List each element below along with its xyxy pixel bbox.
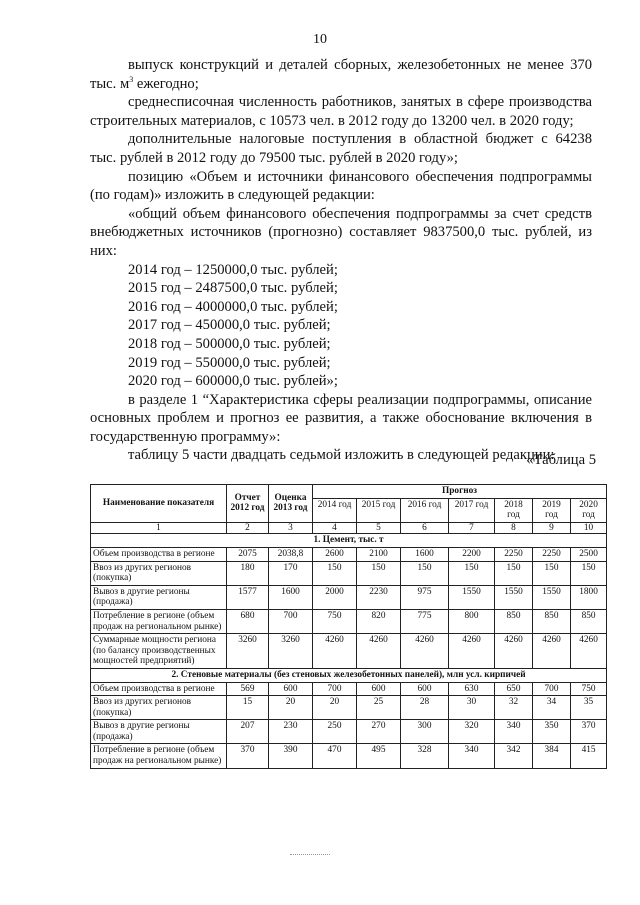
paragraph-workers: среднесписочная численность работников, занятых в сфере производства строительных материалов, с 10573 чел. в 2012 году до 13200 чел. в 2020 году; xyxy=(90,94,592,129)
page-footer-mark xyxy=(290,854,330,856)
funding-year: 2017 год – 450000,0 тыс. рублей; xyxy=(128,317,331,334)
table-row xyxy=(91,720,607,744)
table-row xyxy=(91,682,607,696)
value-cell: 250 xyxy=(313,720,357,744)
value-cell: 1600 xyxy=(401,547,449,561)
value-cell: 390 xyxy=(269,744,313,768)
value-cell: 170 xyxy=(269,561,313,585)
value-cell: 150 xyxy=(449,561,495,585)
header-report: Отчет 2012 год xyxy=(227,485,269,523)
value-cell: 34 xyxy=(533,696,571,720)
section-row xyxy=(91,534,607,548)
column-index: 1 xyxy=(91,522,227,534)
column-index-row xyxy=(91,522,607,534)
header-indicator: Наименование показателя xyxy=(91,485,227,523)
superscript: 3 xyxy=(129,74,134,84)
table-header-row xyxy=(91,485,607,499)
table-row xyxy=(91,696,607,720)
funding-year: 2018 год – 500000,0 тыс. рублей; xyxy=(128,335,331,352)
value-cell: 384 xyxy=(533,744,571,768)
value-cell: 850 xyxy=(571,609,607,633)
value-cell: 2100 xyxy=(357,547,401,561)
paragraph-position: позицию «Объем и источники финансового обеспечения подпрограммы (по годам)» изложить в следующей редакции: xyxy=(90,168,592,204)
column-index: 5 xyxy=(357,522,401,534)
value-cell: 150 xyxy=(401,561,449,585)
funding-year: 2014 год – 1250000,0 тыс. рублей; xyxy=(128,261,338,278)
header-year: 2016 год xyxy=(401,498,449,522)
value-cell: 3260 xyxy=(269,634,313,669)
value-cell: 350 xyxy=(533,720,571,744)
data-table xyxy=(90,484,607,769)
value-cell: 28 xyxy=(401,696,449,720)
table-row xyxy=(91,585,607,609)
value-cell: 20 xyxy=(313,696,357,720)
value-cell: 20 xyxy=(269,696,313,720)
value-cell: 700 xyxy=(313,682,357,696)
value-cell: 1600 xyxy=(269,585,313,609)
document-body xyxy=(90,56,592,465)
value-cell: 600 xyxy=(357,682,401,696)
value-cell: 495 xyxy=(357,744,401,768)
indicator-name: Потребление в регионе (объем продаж на региональном рынке) xyxy=(91,609,227,633)
value-cell: 700 xyxy=(533,682,571,696)
column-index: 10 xyxy=(571,522,607,534)
section-title: 1. Цемент, тыс. т xyxy=(91,534,607,548)
value-cell: 328 xyxy=(401,744,449,768)
value-cell: 15 xyxy=(227,696,269,720)
table-row xyxy=(91,561,607,585)
value-cell: 1550 xyxy=(495,585,533,609)
value-cell: 320 xyxy=(449,720,495,744)
value-cell: 270 xyxy=(357,720,401,744)
funding-year: 2019 год – 550000,0 тыс. рублей; xyxy=(128,354,331,371)
value-cell: 2250 xyxy=(495,547,533,561)
value-cell: 370 xyxy=(227,744,269,768)
value-cell: 775 xyxy=(401,609,449,633)
value-cell: 820 xyxy=(357,609,401,633)
column-index: 8 xyxy=(495,522,533,534)
page-number: 10 xyxy=(313,32,327,47)
column-index: 2 xyxy=(227,522,269,534)
value-cell: 2230 xyxy=(357,585,401,609)
value-cell: 1800 xyxy=(571,585,607,609)
value-cell: 340 xyxy=(495,720,533,744)
table-caption: «Таблица 5 xyxy=(526,452,596,468)
column-index: 7 xyxy=(449,522,495,534)
value-cell: 850 xyxy=(495,609,533,633)
value-cell: 850 xyxy=(533,609,571,633)
column-index: 3 xyxy=(269,522,313,534)
value-cell: 2000 xyxy=(313,585,357,609)
value-cell: 4260 xyxy=(357,634,401,669)
header-estimate: Оценка 2013 год xyxy=(269,485,313,523)
indicator-name: Потребление в регионе (объем продаж на региональном рынке) xyxy=(91,744,227,768)
value-cell: 2250 xyxy=(533,547,571,561)
table-body xyxy=(91,534,607,768)
value-cell: 4260 xyxy=(401,634,449,669)
value-cell: 4260 xyxy=(495,634,533,669)
value-cell: 2200 xyxy=(449,547,495,561)
value-cell: 150 xyxy=(571,561,607,585)
value-cell: 1550 xyxy=(533,585,571,609)
header-forecast: Прогноз xyxy=(313,485,607,499)
indicator-name: Вывоз в другие регионы (продажа) xyxy=(91,585,227,609)
table-row xyxy=(91,609,607,633)
value-cell: 630 xyxy=(449,682,495,696)
table-row xyxy=(91,634,607,669)
value-cell: 600 xyxy=(269,682,313,696)
indicator-name: Ввоз из других регионов (покупка) xyxy=(91,561,227,585)
table-row xyxy=(91,744,607,768)
value-cell: 750 xyxy=(313,609,357,633)
table-row xyxy=(91,547,607,561)
indicator-name: Объем производства в регионе xyxy=(91,682,227,696)
header-year: 2019 год xyxy=(533,498,571,522)
value-cell: 342 xyxy=(495,744,533,768)
section-title: 2. Стеновые материалы (без стеновых железобетонных панелей), млн усл. кирпичей xyxy=(91,668,607,682)
paragraph-production: выпуск конструкций и деталей сборных, железобетонных не менее 370 тыс. $м^3$ ежегодно; xyxy=(90,57,592,92)
value-cell: 35 xyxy=(571,696,607,720)
indicator-name: Суммарные мощности региона (по балансу производственных мощностей предприятий) xyxy=(91,634,227,669)
value-cell: 975 xyxy=(401,585,449,609)
header-year: 2020 год xyxy=(571,498,607,522)
header-year: 2015 год xyxy=(357,498,401,522)
value-cell: 2600 xyxy=(313,547,357,561)
value-cell: 30 xyxy=(449,696,495,720)
indicator-name: Ввоз из других регионов (покупка) xyxy=(91,696,227,720)
value-cell: 150 xyxy=(313,561,357,585)
value-cell: 32 xyxy=(495,696,533,720)
value-cell: 650 xyxy=(495,682,533,696)
section-row xyxy=(91,668,607,682)
value-cell: 4260 xyxy=(571,634,607,669)
value-cell: 180 xyxy=(227,561,269,585)
value-cell: 600 xyxy=(401,682,449,696)
paragraph-table-intro: таблицу 5 части двадцать седьмой изложить в следующей редакции: xyxy=(128,447,555,464)
value-cell: 230 xyxy=(269,720,313,744)
paragraph-funding: «общий объем финансового обеспечения подпрограммы за счет средств внебюджетных источников (прогнозно) составляет 9837500,0 тыс. рублей, из них: xyxy=(90,205,592,259)
value-cell: 4260 xyxy=(313,634,357,669)
header-year: 2018 год xyxy=(495,498,533,522)
value-cell: 1577 xyxy=(227,585,269,609)
value-cell: 2075 xyxy=(227,547,269,561)
value-cell: 150 xyxy=(495,561,533,585)
indicator-name: Объем производства в регионе xyxy=(91,547,227,561)
column-index: 4 xyxy=(313,522,357,534)
value-cell: 370 xyxy=(571,720,607,744)
value-cell: 150 xyxy=(357,561,401,585)
value-cell: 150 xyxy=(533,561,571,585)
value-cell: 415 xyxy=(571,744,607,768)
column-index: 6 xyxy=(401,522,449,534)
value-cell: 800 xyxy=(449,609,495,633)
value-cell: 340 xyxy=(449,744,495,768)
funding-year: 2020 год – 600000,0 тыс. рублей»; xyxy=(128,373,338,390)
column-index: 9 xyxy=(533,522,571,534)
funding-year: 2016 год – 4000000,0 тыс. рублей; xyxy=(128,298,338,315)
value-cell: 750 xyxy=(571,682,607,696)
value-cell: 300 xyxy=(401,720,449,744)
paragraph-tax: дополнительные налоговые поступления в областной бюджет с 64238 тыс. рублей в 2012 году до 79500 тыс. рублей в 2020 году»; xyxy=(90,131,592,166)
paragraph-section: в разделе 1 “Характеристика сферы реализации подпрограммы, описание основных проблем и прогноз ее развития, а также обоснование включения в государственную программу»: xyxy=(90,391,592,445)
value-cell: 700 xyxy=(269,609,313,633)
value-cell: 569 xyxy=(227,682,269,696)
value-cell: 2038,8 xyxy=(269,547,313,561)
header-year: 2017 год xyxy=(449,498,495,522)
value-cell: 2500 xyxy=(571,547,607,561)
value-cell: 4260 xyxy=(449,634,495,669)
value-cell: 207 xyxy=(227,720,269,744)
funding-year: 2015 год – 2487500,0 тыс. рублей; xyxy=(128,280,338,297)
value-cell: 680 xyxy=(227,609,269,633)
value-cell: 4260 xyxy=(533,634,571,669)
value-cell: 3260 xyxy=(227,634,269,669)
value-cell: 25 xyxy=(357,696,401,720)
header-year: 2014 год xyxy=(313,498,357,522)
value-cell: 1550 xyxy=(449,585,495,609)
value-cell: 470 xyxy=(313,744,357,768)
indicator-name: Вывоз в другие регионы (продажа) xyxy=(91,720,227,744)
